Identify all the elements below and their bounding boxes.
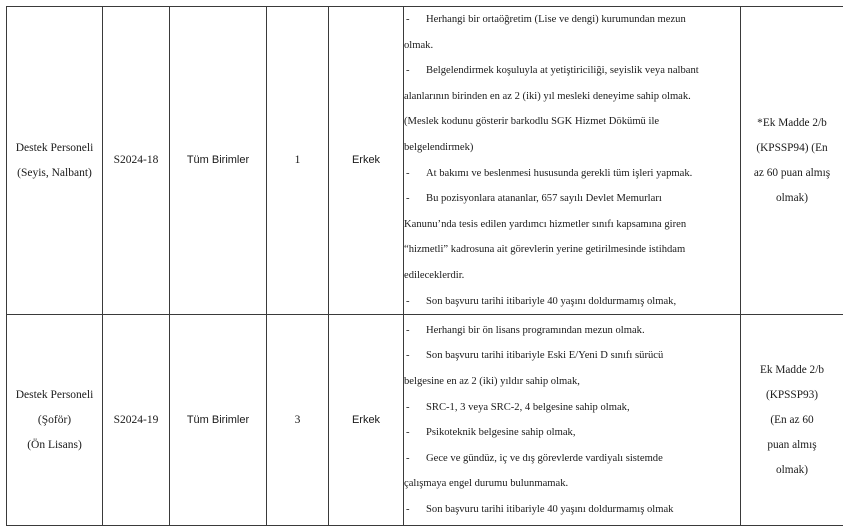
requirement-item — [404, 395, 740, 421]
exam-line: olmak) — [776, 191, 808, 204]
requirements-cell — [404, 315, 741, 526]
dash-marker: - — [406, 503, 410, 515]
code-cell: S2024-18 — [103, 7, 170, 315]
count-cell: 1 — [267, 7, 329, 315]
gender-cell: Erkek — [329, 7, 404, 315]
requirement-line: SRC-1, 3 veya SRC-2, 4 belgesine sahip olmak, — [426, 401, 630, 413]
gender-cell: Erkek — [329, 315, 404, 526]
exam-line: (KPSSP94) (En — [756, 141, 828, 154]
requirement-line: alanlarının birinden en az 2 (iki) yıl mesleki deneyime sahip olmak. — [404, 90, 691, 102]
requirement-item — [404, 343, 740, 394]
requirement-line: Bu pozisyonlara atananlar, 657 sayılı Devlet Memurları — [426, 193, 662, 205]
requirement-line: Son başvuru tarihi itibariyle Eski E/Yeni D sınıfı sürücü — [426, 350, 664, 362]
requirement-line: Son başvuru tarihi itibariyle 40 yaşını doldurmamış olmak — [426, 503, 674, 515]
dash-marker: - — [406, 167, 410, 179]
position-line: Destek Personeli — [15, 141, 94, 154]
table-row — [7, 7, 843, 315]
unit-cell: Tüm Birimler — [170, 315, 267, 526]
dash-marker: - — [406, 193, 410, 205]
requirement-item — [404, 420, 740, 446]
requirement-line: olmak. — [404, 39, 434, 51]
position-cell — [7, 7, 103, 315]
position-line: (Ön Lisans) — [27, 438, 82, 451]
requirement-item — [404, 161, 740, 187]
dash-marker: - — [406, 324, 410, 336]
exam-line: Ek Madde 2/b — [759, 363, 824, 376]
dash-marker: - — [406, 350, 410, 362]
requirements-cell — [404, 7, 741, 315]
requirement-line: çalışmaya engel durumu bulunmamak. — [404, 478, 569, 490]
dash-marker: - — [406, 401, 410, 413]
requirement-line: Kanunu’nda tesis edilen yardımcı hizmetler sınıfı kapsamına giren — [404, 218, 687, 230]
dash-marker: - — [406, 295, 410, 307]
requirement-line: Belgelendirmek koşuluyla at yetiştiriciliği, seyislik veya nalbant — [426, 65, 699, 77]
exam-line: olmak) — [776, 463, 808, 476]
exam-line: (KPSSP93) — [765, 388, 819, 401]
dash-marker: - — [406, 14, 410, 25]
exam-line: (En az 60 — [770, 413, 814, 426]
requirement-line: Son başvuru tarihi itibariyle 40 yaşını doldurmamış olmak, — [426, 295, 677, 307]
exam-line: *Ek Madde 2/b — [757, 116, 827, 129]
positions-table — [6, 6, 843, 526]
exam-line: puan almış — [767, 438, 817, 451]
requirement-line: Herhangi bir ortaöğretim (Lise ve dengi) kurumundan mezun — [426, 14, 686, 25]
requirement-line: (Meslek kodunu gösterir barkodlu SGK Hizmet Dökümü ile — [404, 116, 660, 128]
requirement-line: Herhangi bir ön lisans programından mezun olmak. — [426, 324, 645, 336]
count-cell: 3 — [267, 315, 329, 526]
unit-cell: Tüm Birimler — [170, 7, 267, 315]
exam-line: az 60 puan almış — [753, 166, 831, 179]
position-cell — [7, 315, 103, 526]
position-line: (Şoför) — [37, 413, 72, 426]
requirement-line: “hizmetli” kadrosuna ait görevlerin yerine getirilmesinde istihdam — [404, 244, 686, 256]
requirement-line: Psikoteknik belgesine sahip olmak, — [426, 427, 576, 439]
exam-cell — [741, 7, 843, 315]
requirement-line: edileceklerdir. — [404, 269, 465, 281]
dash-marker: - — [406, 427, 410, 439]
requirement-item — [404, 318, 740, 344]
requirement-line: At bakımı ve beslenmesi hususunda gerekli tüm işleri yapmak. — [426, 167, 693, 179]
requirement-line: Gece ve gündüz, iç ve dış görevlerde vardiyalı sistemde — [426, 452, 663, 464]
position-line: (Seyis, Nalbant) — [17, 166, 92, 179]
requirement-item — [404, 7, 740, 58]
dash-marker: - — [406, 452, 410, 464]
exam-cell — [741, 315, 843, 526]
requirement-item — [404, 289, 740, 315]
requirement-line: belgelendirmek) — [404, 141, 474, 153]
requirement-item — [404, 186, 740, 288]
dash-marker: - — [406, 65, 410, 77]
position-line: Destek Personeli — [15, 388, 94, 401]
table-row — [7, 315, 843, 526]
requirement-item — [404, 58, 740, 160]
requirement-item — [404, 497, 740, 523]
code-cell: S2024-19 — [103, 315, 170, 526]
requirement-item — [404, 446, 740, 497]
requirement-line: belgesine en az 2 (iki) yıldır sahip olmak, — [404, 375, 580, 387]
